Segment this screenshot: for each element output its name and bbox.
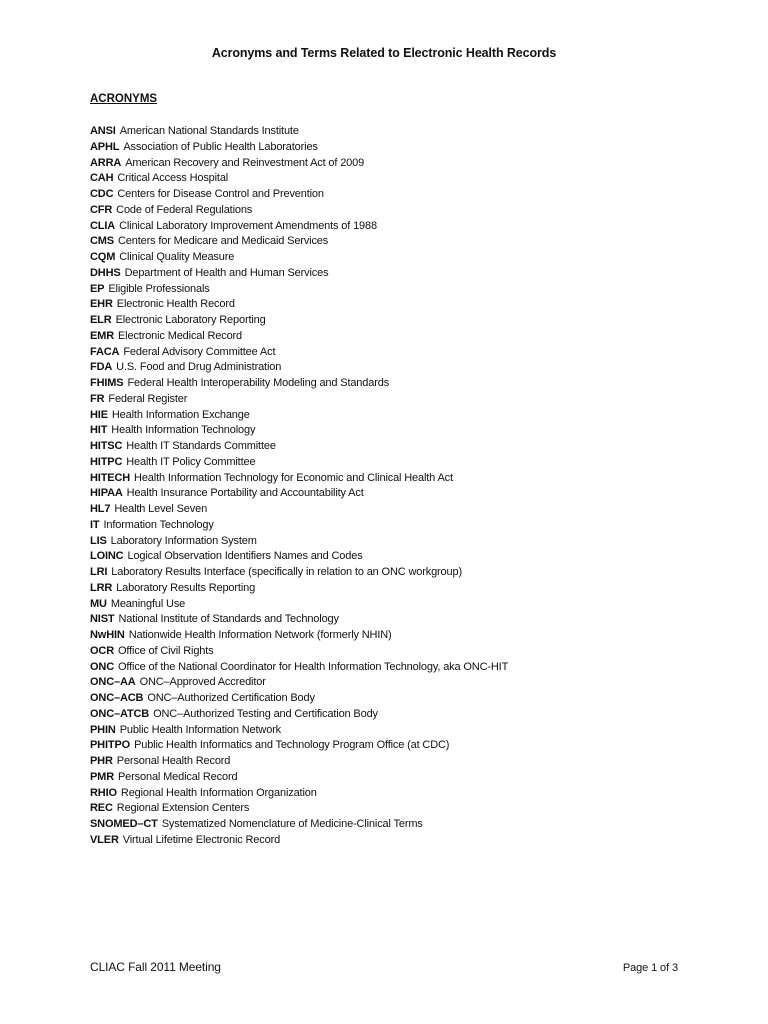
acronym-definition: Federal Health Interoperability Modeling and Standards	[127, 377, 390, 389]
acronym-entry	[90, 329, 710, 345]
acronym-definition: Federal Register	[108, 392, 188, 405]
acronym-entry	[90, 234, 710, 250]
acronym-entry	[90, 565, 710, 581]
acronym-definition: Clinical Laboratory Improvement Amendments of 1988	[119, 219, 377, 232]
acronym-abbreviation: CQM	[90, 251, 116, 263]
acronym-abbreviation: CAH	[90, 172, 114, 185]
acronym-definition: U.S. Food and Drug Administration	[116, 361, 282, 374]
acronym-definition: Logical Observation Identifiers Names and Codes	[127, 550, 363, 563]
acronym-abbreviation: HITECH	[90, 471, 131, 484]
acronym-abbreviation: LOINC	[90, 550, 124, 563]
acronym-definition: Health IT Policy Committee	[126, 455, 256, 468]
acronym-definition: ONC–Authorized Testing and Certification Body	[153, 707, 378, 720]
acronym-abbreviation: VLER	[90, 833, 119, 846]
acronym-definition: National Institute of Standards and Technology	[118, 613, 339, 626]
acronym-definition: ONC–Approved Accreditor	[139, 676, 266, 689]
acronym-abbreviation: LRR	[90, 581, 113, 594]
acronym-definition: Personal Health Record	[116, 755, 231, 767]
acronym-entry	[90, 675, 710, 691]
acronym-entry	[90, 644, 710, 660]
acronym-definition: American National Standards Institute	[119, 125, 299, 137]
acronym-abbreviation: PHR	[90, 755, 113, 767]
acronym-definition: Laboratory Results Interface (specifically in relation to an ONC workgroup)	[111, 566, 462, 578]
acronym-entry	[90, 282, 710, 298]
acronym-definition: Public Health Information Network	[119, 723, 282, 736]
acronym-abbreviation: ONC–ACB	[90, 692, 144, 704]
acronym-entry	[90, 723, 710, 739]
acronym-abbreviation: FR	[90, 392, 105, 405]
acronym-entry	[90, 455, 710, 471]
acronym-abbreviation: FACA	[90, 345, 120, 358]
acronym-definition: Office of the National Coordinator for Health Information Technology, aka ONC-HIT	[118, 660, 509, 673]
acronym-entry	[90, 471, 710, 487]
acronym-entry	[90, 439, 710, 455]
acronym-definition: Office of Civil Rights	[118, 644, 214, 657]
acronym-definition: Regional Health Information Organization	[120, 786, 317, 799]
acronym-abbreviation: NIST	[90, 613, 115, 626]
acronym-abbreviation: EHR	[90, 298, 113, 311]
acronym-entry	[90, 581, 710, 597]
acronym-entry	[90, 486, 710, 502]
acronym-entry	[90, 597, 710, 613]
acronym-entry	[90, 549, 710, 565]
acronym-entry	[90, 203, 710, 219]
acronym-entry	[90, 628, 710, 644]
acronym-abbreviation: ONC–AA	[90, 676, 136, 689]
acronym-entry	[90, 534, 710, 550]
acronym-abbreviation: HITPC	[90, 455, 123, 468]
acronym-definition: ONC–Authorized Certification Body	[147, 692, 315, 704]
acronym-abbreviation: ONC	[90, 660, 114, 673]
acronym-abbreviation: PHIN	[90, 723, 116, 736]
acronym-definition: Laboratory Information System	[110, 534, 257, 547]
acronym-entry	[90, 266, 710, 282]
acronym-abbreviation: FHIMS	[90, 377, 124, 389]
acronym-abbreviation: CDC	[90, 188, 114, 200]
acronym-definition: Personal Medical Record	[118, 770, 238, 783]
acronym-abbreviation: REC	[90, 802, 113, 815]
acronym-abbreviation: HL7	[90, 503, 111, 515]
acronym-definition: Health Insurance Portability and Accountability Act	[126, 487, 364, 500]
acronym-definition: Code of Federal Regulations	[116, 203, 253, 216]
acronym-list	[90, 124, 710, 849]
acronym-entry	[90, 423, 710, 439]
acronym-entry	[90, 502, 710, 518]
acronym-definition: Association of Public Health Laboratories	[123, 140, 318, 153]
acronym-entry	[90, 187, 710, 203]
acronym-entry	[90, 660, 710, 676]
acronym-entry	[90, 376, 710, 392]
acronym-abbreviation: DHHS	[90, 266, 121, 279]
acronym-definition: Public Health Informatics and Technology Program Office (at CDC)	[134, 739, 450, 752]
acronym-abbreviation: SNOMED–CT	[90, 818, 158, 830]
acronym-abbreviation: CLIA	[90, 219, 116, 232]
acronym-definition: Centers for Disease Control and Prevention	[117, 188, 324, 200]
acronym-definition: Department of Health and Human Services	[124, 266, 329, 279]
acronym-definition: Federal Advisory Committee Act	[123, 345, 276, 358]
acronym-entry	[90, 345, 710, 361]
acronym-definition: American Recovery and Reinvestment Act of 2009	[125, 156, 365, 169]
document-title: Acronyms and Terms Related to Electronic Health Records	[211, 46, 557, 60]
acronym-entry	[90, 392, 710, 408]
acronym-abbreviation: ONC–ATCB	[90, 707, 150, 720]
acronym-abbreviation: PMR	[90, 770, 114, 783]
acronym-entry	[90, 770, 710, 786]
acronym-entry	[90, 313, 710, 329]
acronym-abbreviation: ARRA	[90, 156, 122, 169]
acronym-entry	[90, 801, 710, 817]
acronym-abbreviation: CFR	[90, 203, 113, 216]
acronym-entry	[90, 124, 710, 140]
acronym-abbreviation: EP	[90, 282, 105, 295]
acronym-definition: Centers for Medicare and Medicaid Services	[118, 235, 329, 248]
acronym-abbreviation: APHL	[90, 140, 120, 153]
acronym-entry	[90, 518, 710, 534]
acronym-definition: Electronic Medical Record	[118, 329, 243, 342]
acronym-abbreviation: RHIO	[90, 786, 117, 799]
acronym-entry	[90, 219, 710, 235]
acronym-abbreviation: HIPAA	[90, 487, 123, 500]
acronym-entry	[90, 140, 710, 156]
acronym-definition: Health Information Technology for Economic and Clinical Health Act	[134, 471, 453, 484]
acronym-definition: Information Technology	[103, 518, 214, 531]
acronym-abbreviation: IT	[90, 518, 100, 531]
acronym-entry	[90, 707, 710, 723]
acronym-definition: Health Information Exchange	[111, 408, 250, 421]
acronym-abbreviation: ANSI	[90, 125, 116, 137]
acronym-entry	[90, 408, 710, 424]
acronym-entry	[90, 171, 710, 187]
acronym-entry	[90, 360, 710, 376]
acronym-abbreviation: LRI	[90, 566, 108, 578]
acronym-definition: Electronic Health Record	[116, 298, 235, 311]
acronym-abbreviation: HITSC	[90, 440, 123, 452]
acronym-definition: Nationwide Health Information Network (formerly NHIN)	[128, 629, 392, 641]
acronym-entry	[90, 691, 710, 707]
acronym-abbreviation: NwHIN	[90, 629, 125, 641]
acronym-entry	[90, 817, 710, 833]
acronym-entry	[90, 612, 710, 628]
footer-page-number: Page 1 of 3	[622, 962, 678, 974]
acronym-definition: Eligible Professionals	[108, 282, 210, 295]
acronym-abbreviation: HIE	[90, 408, 108, 421]
acronym-abbreviation: ELR	[90, 314, 112, 326]
acronym-abbreviation: EMR	[90, 329, 114, 342]
acronym-definition: Critical Access Hospital	[117, 172, 229, 185]
acronym-definition: Systematized Nomenclature of Medicine-Clinical Terms	[161, 818, 423, 830]
acronym-abbreviation: FDA	[90, 361, 113, 374]
footer-meeting-name: CLIAC Fall 2011 Meeting	[90, 960, 221, 974]
acronym-entry	[90, 297, 710, 313]
acronym-definition: Electronic Laboratory Reporting	[115, 314, 266, 326]
acronym-abbreviation: PHITPO	[90, 739, 131, 752]
acronym-entry	[90, 754, 710, 770]
acronym-entry	[90, 156, 710, 172]
acronym-definition: Regional Extension Centers	[116, 802, 250, 815]
acronym-abbreviation: MU	[90, 597, 107, 610]
acronym-entry	[90, 738, 710, 754]
acronym-definition: Health Level Seven	[114, 503, 208, 515]
acronym-definition: Meaningful Use	[110, 597, 186, 610]
acronym-definition: Health IT Standards Committee	[126, 440, 276, 452]
section-heading-acronyms: ACRONYMS	[90, 93, 158, 105]
acronym-definition: Virtual Lifetime Electronic Record	[122, 833, 281, 846]
acronym-definition: Laboratory Results Reporting	[116, 581, 256, 594]
acronym-definition: Clinical Quality Measure	[119, 251, 235, 263]
acronym-entry	[90, 786, 710, 802]
acronym-entry	[90, 833, 710, 849]
acronym-abbreviation: LIS	[90, 534, 107, 547]
acronym-entry	[90, 250, 710, 266]
acronym-abbreviation: CMS	[90, 235, 114, 248]
acronym-definition: Health Information Technology	[111, 424, 256, 437]
acronym-abbreviation: HIT	[90, 424, 108, 437]
acronym-abbreviation: OCR	[90, 644, 114, 657]
